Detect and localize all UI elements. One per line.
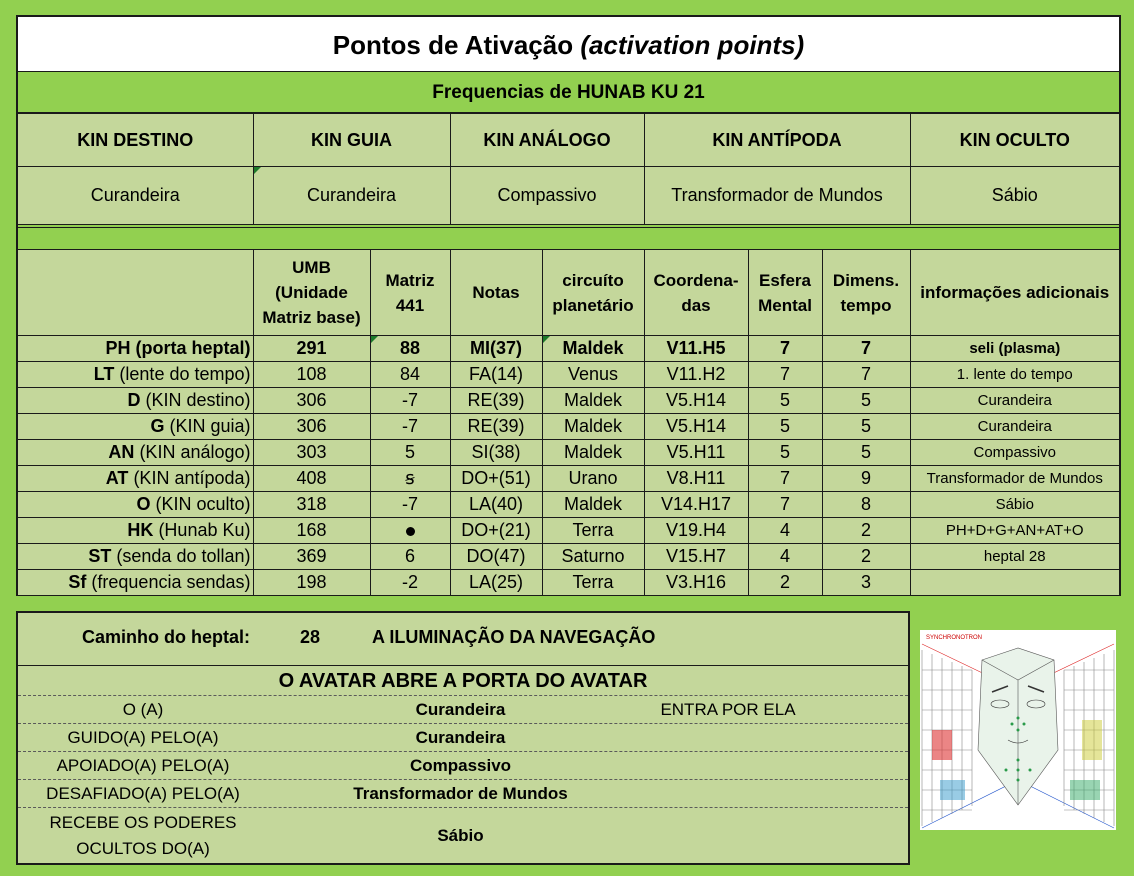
cell-coordenada: V14.H17	[644, 492, 748, 518]
cell-info	[910, 570, 1119, 596]
row-label: AN (KIN análogo)	[18, 440, 253, 466]
header-umb: UMB (Unidade Matriz base)	[253, 250, 370, 336]
table-row	[18, 388, 1119, 414]
title-sub: (activation points)	[580, 30, 805, 60]
cell-esfera: 7	[748, 336, 822, 362]
table-row	[18, 544, 1119, 570]
cell-info: Sábio	[910, 492, 1119, 518]
kin-header: KIN OCULTO	[910, 114, 1119, 167]
cell-esfera: 4	[748, 518, 822, 544]
cell-coordenada: V3.H16	[644, 570, 748, 596]
cell-matriz	[370, 518, 450, 544]
heptal-path-panel	[16, 611, 910, 865]
kin-value: Sábio	[910, 167, 1119, 225]
row-label: ST (senda do tollan)	[18, 544, 253, 570]
cell-coordenada: V5.H14	[644, 388, 748, 414]
title-main: Pontos de Ativação	[332, 30, 574, 60]
cell-dimensao: 9	[822, 466, 910, 492]
header-esfera: Esfera Mental	[748, 250, 822, 336]
cell-planeta: Maldek	[542, 440, 644, 466]
caminho-label: Caminho do heptal:	[82, 627, 250, 647]
header-notas: Notas	[450, 250, 542, 336]
cell-info: Transformador de Mundos	[910, 466, 1119, 492]
cell-planeta: Venus	[542, 362, 644, 388]
table-row	[18, 466, 1119, 492]
cell-coordenada: V11.H2	[644, 362, 748, 388]
cell-umb: 306	[253, 388, 370, 414]
avatar-line: RECEBE OS PODERES OCULTOS DO(A) Sábio	[49, 813, 484, 858]
cell-esfera: 7	[748, 466, 822, 492]
row-label: D (KIN destino)	[18, 388, 253, 414]
avatar-line: APOIADO(A) PELO(A) Compassivo	[18, 752, 908, 780]
header-coordenadas: Coordena- das	[644, 250, 748, 336]
table-row	[18, 492, 1119, 518]
row-label: Sf (frequencia sendas)	[18, 570, 253, 596]
cell-nota: DO+(51)	[450, 466, 542, 492]
cell-info: 1. lente do tempo	[910, 362, 1119, 388]
cell-dimensao: 8	[822, 492, 910, 518]
cell-planeta: Maldek	[542, 414, 644, 440]
kin-value: Compassivo	[450, 167, 644, 225]
cell-coordenada: V19.H4	[644, 518, 748, 544]
cell-umb: 168	[253, 518, 370, 544]
cell-nota: RE(39)	[450, 388, 542, 414]
cell-umb: 303	[253, 440, 370, 466]
cell-dimensao: 3	[822, 570, 910, 596]
cell-nota: DO(47)	[450, 544, 542, 570]
header-dimens: Dimens. tempo	[822, 250, 910, 336]
cell-nota: SI(38)	[450, 440, 542, 466]
avatar-title: O AVATAR ABRE A PORTA DO AVATAR	[18, 666, 908, 696]
table-row	[18, 362, 1119, 388]
cell-info: Curandeira	[910, 388, 1119, 414]
cell-umb: 318	[253, 492, 370, 518]
synchronotron-image	[920, 630, 1116, 830]
caminho-text: A ILUMINAÇÃO DA NAVEGAÇÃO	[372, 627, 656, 647]
cell-nota: FA(14)	[450, 362, 542, 388]
cell-dimensao: 5	[822, 440, 910, 466]
cell-planeta: Terra	[542, 570, 644, 596]
cell-planeta: Terra	[542, 518, 644, 544]
row-label: HK (Hunab Ku)	[18, 518, 253, 544]
row-label: G (KIN guia)	[18, 414, 253, 440]
cell-info: PH+D+G+AN+AT+O	[910, 518, 1119, 544]
table-row	[18, 336, 1119, 362]
cell-planeta: Maldek	[542, 388, 644, 414]
cell-coordenada: V15.H7	[644, 544, 748, 570]
cell-coordenada: V11.H5	[644, 336, 748, 362]
cell-nota: DO+(21)	[450, 518, 542, 544]
table-row	[18, 518, 1119, 544]
cell-coordenada: V8.H11	[644, 466, 748, 492]
cell-dimensao: 7	[822, 336, 910, 362]
cell-esfera: 2	[748, 570, 822, 596]
kin-header: KIN ANTÍPODA	[644, 114, 910, 167]
kin-value: Curandeira	[253, 167, 450, 225]
row-label: AT (KIN antípoda)	[18, 466, 253, 492]
cell-planeta: Maldek	[542, 336, 644, 362]
cell-umb: 408	[253, 466, 370, 492]
cell-matriz: -7	[370, 492, 450, 518]
cell-matriz: 5	[370, 440, 450, 466]
cell-umb: 306	[253, 414, 370, 440]
cell-dimensao: 5	[822, 414, 910, 440]
cell-esfera: 7	[748, 492, 822, 518]
table-row	[18, 570, 1119, 596]
cell-nota: LA(25)	[450, 570, 542, 596]
cell-esfera: 5	[748, 414, 822, 440]
header-empty	[18, 250, 253, 336]
cell-planeta: Urano	[542, 466, 644, 492]
header-circuito: circuíto planetário	[542, 250, 644, 336]
cell-info: seli (plasma)	[910, 336, 1119, 362]
separator	[18, 227, 1119, 248]
cell-matriz: 88	[370, 336, 450, 362]
cell-umb: 291	[253, 336, 370, 362]
cell-esfera: 7	[748, 362, 822, 388]
kin-value: Curandeira	[18, 167, 253, 225]
cell-esfera: 5	[748, 388, 822, 414]
kin-header: KIN GUIA	[253, 114, 450, 167]
frequency-title: Frequencias de HUNAB KU 21	[18, 72, 1119, 113]
cell-nota: LA(40)	[450, 492, 542, 518]
cell-matriz: ꞩ	[370, 466, 450, 492]
kin-table	[18, 113, 1119, 225]
cell-dimensao: 2	[822, 544, 910, 570]
dot-icon	[406, 527, 415, 536]
cell-matriz: -2	[370, 570, 450, 596]
avatar-line: DESAFIADO(A) PELO(A) Transformador de Mundos	[18, 780, 908, 808]
cell-coordenada: V5.H11	[644, 440, 748, 466]
cell-matriz: -7	[370, 414, 450, 440]
synchronotron-illustration	[920, 630, 1116, 830]
activation-table	[18, 249, 1119, 596]
table-row	[18, 440, 1119, 466]
caminho-row	[18, 613, 908, 666]
cell-esfera: 5	[748, 440, 822, 466]
cell-planeta: Maldek	[542, 492, 644, 518]
table-row	[18, 414, 1119, 440]
header-info: informações adicionais	[910, 250, 1119, 336]
cell-dimensao: 5	[822, 388, 910, 414]
cell-info: Compassivo	[910, 440, 1119, 466]
cell-nota: RE(39)	[450, 414, 542, 440]
cell-coordenada: V5.H14	[644, 414, 748, 440]
cell-matriz: -7	[370, 388, 450, 414]
row-label: PH (porta heptal)	[18, 336, 253, 362]
page-title	[18, 17, 1119, 72]
row-label: LT (lente do tempo)	[18, 362, 253, 388]
cell-dimensao: 2	[822, 518, 910, 544]
kin-header: KIN DESTINO	[18, 114, 253, 167]
caminho-number: 28	[300, 627, 321, 647]
cell-matriz: 6	[370, 544, 450, 570]
avatar-line: O (A) Curandeira ENTRA POR ELA	[18, 696, 908, 724]
cell-umb: 198	[253, 570, 370, 596]
cell-umb: 108	[253, 362, 370, 388]
cell-umb: 369	[253, 544, 370, 570]
cell-dimensao: 7	[822, 362, 910, 388]
kin-value: Transformador de Mundos	[644, 167, 910, 225]
header-matriz: Matriz 441	[370, 250, 450, 336]
cell-info: Curandeira	[910, 414, 1119, 440]
cell-planeta: Saturno	[542, 544, 644, 570]
avatar-line: GUIDO(A) PELO(A) Curandeira	[18, 724, 908, 752]
svg-text:SYNCHRONOTRON: SYNCHRONOTRON	[926, 635, 983, 641]
cell-matriz: 84	[370, 362, 450, 388]
row-label: O (KIN oculto)	[18, 492, 253, 518]
activation-points-panel	[16, 15, 1121, 596]
cell-nota: MI(37)	[450, 336, 542, 362]
kin-header: KIN ANÁLOGO	[450, 114, 644, 167]
cell-esfera: 4	[748, 544, 822, 570]
cell-info: heptal 28	[910, 544, 1119, 570]
